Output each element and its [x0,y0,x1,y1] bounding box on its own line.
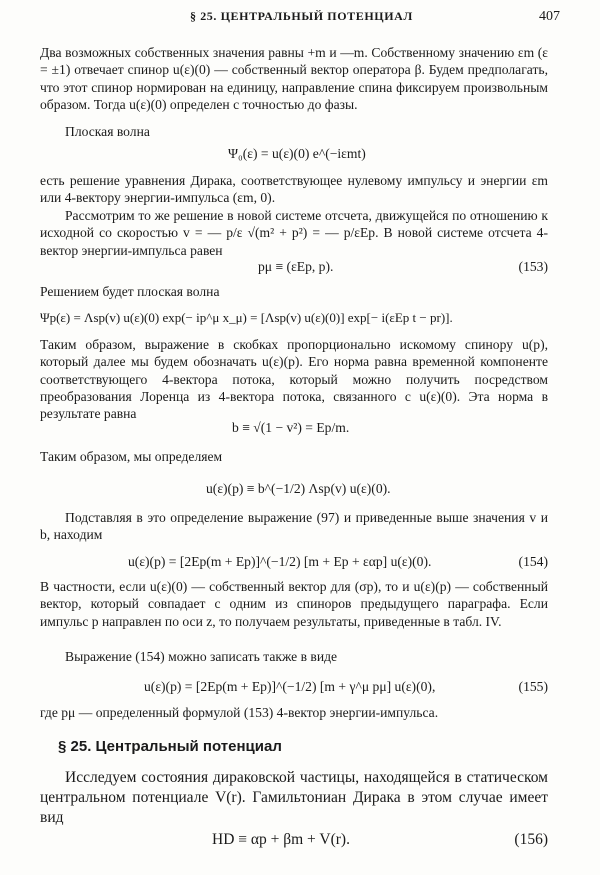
paragraph-3 [40,172,548,207]
paragraph-text: Таким образом, выражение в скобках пропорционально искомому спинору u(p), который далее мы будем обозначать u(ε)(p). Его норма равна временной компоненте соответствующего 4-вектора потока, который можно получить посредством преобразования Лоренца из 4-вектора потока, связанного с u(ε)(0). Эта норма в результате равна [40,337,548,422]
equation-number: (154) [518,554,548,569]
paragraph-11 [40,704,548,721]
paragraph-10 [40,648,548,665]
paragraph-text: Таким образом, мы определяем [40,449,223,464]
paragraph-text: Два возможных собственных значения равны +m и —m. Собственному значению εm (ε = ±1) отвечает спинор u(ε)(0) — собственный вектор оператора β. Будем предполагать, что этот спинор нормирован на единицу, направление спина фиксируем произвольным образом. Тогда u(ε)(0) определен с точностью до фазы. [40,45,548,112]
paragraph-7 [40,448,548,465]
equation-text: u(ε)(p) = [2Ep(m + Ep)]^(−1/2) [m + γ^μ pμ] u(ε)(0), [144,679,436,694]
paragraph-text: Подставляя в это определение выражение (97) и приведенные выше значения v и b, находим [40,510,548,543]
paragraph-text: Плоская волна [65,124,150,139]
equation-text: u(ε)(p) = [2Ep(m + Ep)]^(−1/2) [m + Ep + εαp] u(ε)(0). [128,554,432,569]
equation-text: Ψ₀(ε) = u(ε)(0) e^(−iεmt) [228,146,366,161]
equation-text: u(ε)(p) ≡ b^(−1/2) Λsp(v) u(ε)(0). [206,481,391,496]
paragraph-9 [40,578,548,630]
page-number: 407 [539,9,560,24]
running-title: § 25. ЦЕНТРАЛЬНЫЙ ПОТЕНЦИАЛ [190,9,413,23]
paragraph-text: Исследуем состояния дираковской частицы, находящейся в статическом центральном потенциале V(r). Гамильтониан Дирака в этом случае имеет вид [40,769,548,826]
equation-text: Ψp(ε) = Λsp(v) u(ε)(0) exp(− ip^μ x_μ) = [Λsp(v) u(ε)(0)] exp[− i(εEp t − pr)]. [40,310,453,325]
paragraph-4 [40,207,548,259]
paragraph-text: В частности, если u(ε)(0) — собственный вектор для (σp), то и u(ε)(p) — собственный вектор, который совпадает с одним из спиноров предыдущего параграфа. Если импульс p направлен по оси z, то получаем результаты, приведенные в табл. IV. [40,579,548,629]
paragraph-text: Выражение (154) можно записать также в виде [65,649,338,664]
paragraph-5 [40,283,548,300]
paragraph-text: где pμ — определенный формулой (153) 4-вектор энергии-импульса. [40,705,439,720]
equation-text: HD ≡ αp + βm + V(r). [212,831,350,848]
paragraph-6 [40,336,548,422]
paragraph-text: Рассмотрим то же решение в новой системе отсчета, движущейся по отношению к исходной со скоростью v = — p/ε √(m² + p²) = — p/εEp. В новой системе отсчета 4-вектор энергии-импульса равен [40,208,548,258]
section-heading: § 25. Центральный потенциал [58,738,282,755]
paragraph-8 [40,509,548,544]
equation-number: (156) [514,831,548,848]
equation-text: b ≡ √(1 − v²) = Ep/m. [232,420,350,435]
paragraph-text: Решением будет плоская волна [40,284,220,299]
paragraph-text: есть решение уравнения Дирака, соответствующее нулевому импульсу и энергии εm или 4-вектору энергии-импульса (εm, 0). [40,173,548,206]
running-header [0,8,600,28]
paragraph-1 [40,44,548,113]
equation-text: pμ ≡ (εEp, p). [258,259,334,274]
equation-number: (155) [518,679,548,694]
paragraph-2 [40,123,548,140]
equation-number: (153) [518,259,548,274]
paragraph-12 [40,768,548,828]
